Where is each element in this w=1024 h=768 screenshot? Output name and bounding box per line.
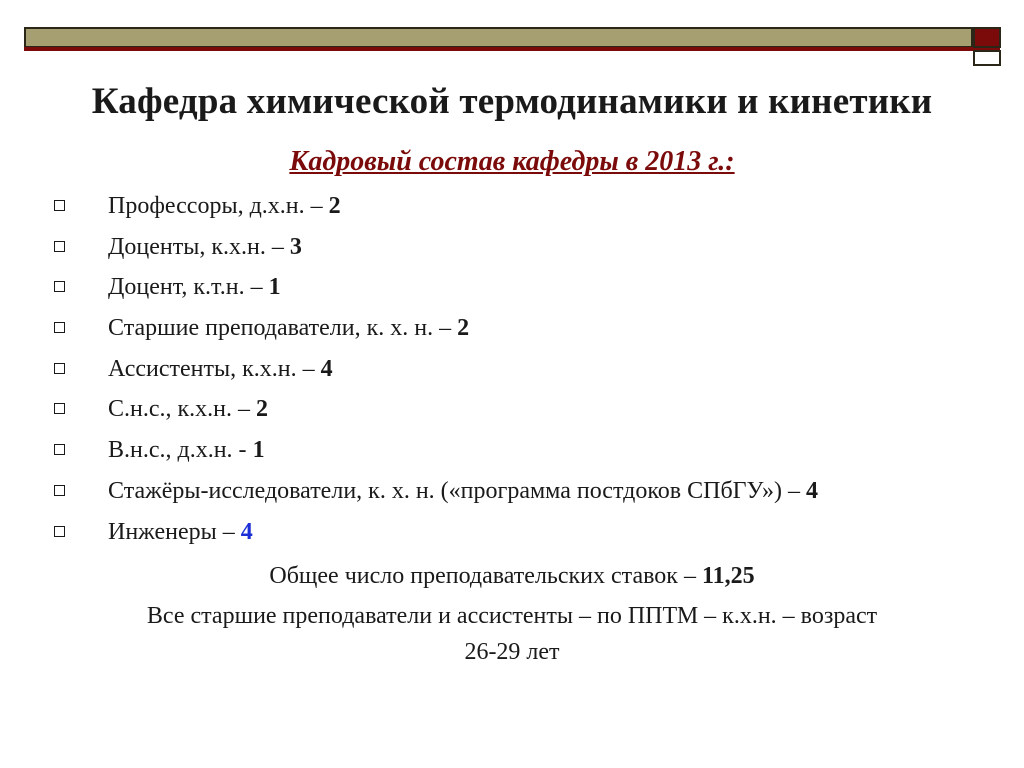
list-item-value: 1 (268, 274, 281, 301)
list-item-assistants (54, 351, 994, 392)
slide-header-bar (24, 27, 1000, 65)
slide-subtitle: Кадровый состав кафедры в 2013 г.: (289, 146, 735, 177)
list-item-docents (54, 229, 994, 270)
list-item-value: 4 (320, 355, 333, 382)
header-red-line (24, 47, 1000, 51)
list-item-label: В.н.с., д.х.н. - (108, 437, 253, 464)
list-item-label: Профессоры, д.х.н. – (108, 193, 329, 219)
list-item-value: 4 (240, 518, 253, 545)
list-item-label: Доценты, к.х.н. – (108, 233, 290, 260)
list-item-value: 2 (256, 396, 269, 423)
list-item-value: 3 (289, 233, 302, 260)
hollow-square-icon (54, 403, 65, 414)
list-item-value: 2 (457, 315, 470, 342)
slide-title: Кафедра химической термодинамики и кинетики (91, 81, 933, 122)
list-item-label: Доцент, к.т.н. – (108, 274, 269, 301)
list-item-docent-tech (54, 269, 994, 310)
list-item-label: Старшие преподаватели, к. х. н. – (108, 315, 458, 342)
list-item-value: 2 (328, 193, 341, 219)
hollow-square-icon (54, 444, 65, 455)
hollow-square-icon (54, 281, 65, 292)
list-item-senior-researchers (54, 391, 994, 432)
list-item-label: Инженеры – (108, 518, 241, 545)
header-red-square (973, 27, 1001, 48)
list-item-label: Ассистенты, к.х.н. – (108, 355, 321, 382)
hollow-square-icon (54, 200, 65, 211)
header-olive-bar (24, 27, 973, 48)
list-item-senior-lecturers (54, 310, 994, 351)
staff-list (54, 188, 994, 554)
header-small-square (973, 50, 1001, 66)
list-item-professors (54, 188, 994, 229)
summary-value: 11,25 (701, 563, 755, 589)
list-item-label: Стажёры-исследователи, к. х. н. («программа постдоков СПбГУ») – (108, 477, 807, 504)
list-item-postdocs (54, 473, 994, 514)
age-note-line2: 26-29 лет (464, 639, 560, 665)
summary-label: Общее число преподавательских ставок – (269, 563, 702, 589)
list-item-label: С.н.с., к.х.н. – (108, 396, 257, 423)
hollow-square-icon (54, 241, 65, 252)
summary-line (0, 558, 1024, 594)
age-note-line1: Все старшие преподаватели и ассистенты – по ППТМ – к.х.н. – возраст (146, 603, 878, 629)
list-item-value: 4 (806, 477, 819, 504)
hollow-square-icon (54, 322, 65, 333)
age-note (40, 598, 984, 670)
list-item-value: 1 (252, 437, 265, 464)
hollow-square-icon (54, 363, 65, 374)
hollow-square-icon (54, 526, 65, 537)
hollow-square-icon (54, 485, 65, 496)
list-item-engineers (54, 514, 994, 555)
list-item-leading-researchers (54, 432, 994, 473)
